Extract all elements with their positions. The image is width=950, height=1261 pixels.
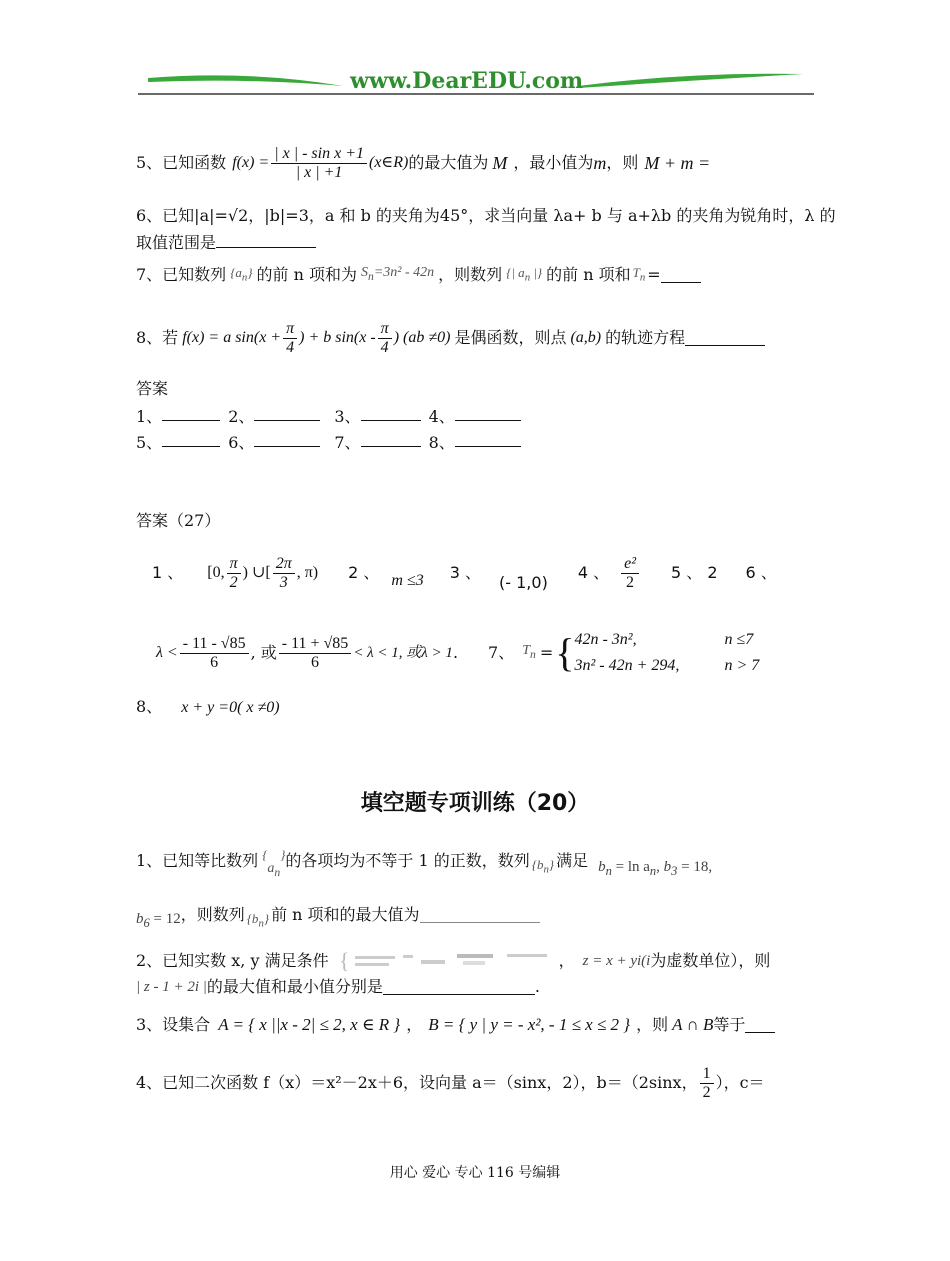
q6-line2-text: 取值范围是: [136, 233, 217, 252]
answer-item-2: 2、: [228, 407, 255, 426]
answer-item-3: 3、: [334, 407, 361, 426]
p4-half-num: 1: [700, 1065, 714, 1084]
a1-mid: ) ∪[: [242, 564, 271, 581]
p1-l1a: 1、已知等比数列: [136, 851, 259, 870]
q7-sn-sub: n: [368, 269, 374, 283]
answer-item-4: 4、: [428, 407, 455, 426]
a6-pre: λ <: [156, 644, 178, 661]
answer-item-8: 8、: [428, 433, 455, 452]
a7-range-1: n ≤7: [724, 631, 754, 648]
p2-l2b: 的最大值和最小值分别是: [206, 977, 383, 996]
q7-eq: =: [647, 265, 661, 284]
p1-l1b: {: [262, 847, 268, 862]
answer-sheet-row-2: [136, 432, 521, 454]
p2-answer-blank[interactable]: [383, 980, 535, 995]
q8-pi-1: π: [283, 320, 297, 339]
answer-item-1: 1、: [136, 407, 163, 426]
a6-dot: .: [452, 643, 459, 662]
p4-a: 4、已知二次函数 f（x）＝x²－2x＋6，设向量 a＝（sinx，2），b＝（2sinx，: [136, 1073, 698, 1092]
p1-bn: {b: [531, 856, 544, 872]
question-6-line2: [136, 232, 316, 254]
question-8: [136, 316, 765, 360]
q8-p1: 8、若: [136, 328, 179, 347]
p1-bn-sub: n: [543, 863, 549, 876]
q8-answer-blank[interactable]: [685, 331, 765, 346]
answer-item-6: 6、: [228, 433, 255, 452]
p1-l2d-sub: n: [258, 917, 264, 930]
a1-label: 1 、: [152, 563, 184, 582]
q7-answer-blank[interactable]: [661, 268, 701, 283]
q7-tn: T: [632, 264, 640, 280]
q5-M: M: [492, 153, 508, 173]
q8-expr-c: ) (ab ≠0): [393, 329, 451, 346]
a7-brace: {: [555, 630, 575, 675]
q8-p2: 是偶函数，则点: [454, 328, 567, 347]
q7-p2: 的前 n 项和为: [256, 265, 357, 284]
q8-expr-a: f(x) = a sin(x +: [182, 329, 282, 346]
answer-sheet-row-1: [136, 406, 521, 428]
a6-num-2: - 11 + √85: [279, 635, 352, 654]
answers27-label: 答案（27）: [136, 511, 221, 530]
p2-l1c: z = x + yi(i: [582, 953, 651, 969]
p1-l2d-close: }: [263, 910, 270, 926]
answer-blank-1[interactable]: [162, 406, 220, 421]
answer-blank-4[interactable]: [455, 406, 521, 421]
a1-right: , π): [296, 564, 319, 581]
a7-case-1: 42n - 3n²,: [574, 631, 637, 648]
answer-blank-7[interactable]: [361, 432, 421, 447]
a7-tn: T: [522, 643, 531, 659]
a7-label: 7、: [488, 643, 515, 662]
problem-3: [136, 1010, 775, 1040]
question-7: [136, 260, 701, 290]
a6-den-2: 6: [311, 653, 320, 671]
p1-l1c: }: [280, 847, 286, 862]
p3-answer-blank[interactable]: [745, 1018, 775, 1033]
problem-4: [136, 1060, 765, 1106]
answer-item-7: 7、: [334, 433, 361, 452]
q5-func: f(x) =: [232, 154, 270, 171]
p1-l1d: 的各项均为不等于 1 的正数，数列: [285, 851, 530, 870]
a2-label: 2 、: [348, 563, 380, 582]
q7-p1: 7、已知数列: [136, 265, 227, 284]
a8-label: 8、: [136, 697, 163, 716]
q5-prefix: 5、已知函数: [136, 153, 227, 172]
p1-l1f: b: [598, 859, 606, 875]
p4-b: ），c＝: [715, 1073, 765, 1092]
q5-mid: 的最大值为: [408, 153, 489, 172]
q5-mid2: ，最小值为: [513, 153, 594, 172]
answers27-row-3: [136, 696, 280, 719]
p3-a: 3、设集合: [136, 1015, 211, 1034]
q8-expr-b: ) + b sin(x -: [299, 329, 376, 346]
problem-1-line2: [136, 900, 540, 930]
a1-pi: π: [227, 555, 241, 574]
a8-value: x + y =0( x ≠0): [181, 699, 280, 716]
p1-l2b: = 12: [149, 911, 181, 927]
p3-b: ，: [406, 1015, 423, 1034]
page-footer: 用心 爱心 专心 116 号编辑: [389, 1165, 561, 1181]
p3-AB: A ∩ B: [672, 1015, 714, 1034]
a6-den-1: 6: [210, 653, 219, 671]
p1-answer-blank[interactable]: [420, 908, 540, 923]
a6-num-1: - 11 - √85: [180, 635, 249, 654]
p1-l2c: ，则数列: [180, 905, 245, 924]
p2-l2a: | z - 1 + 2i |: [136, 979, 207, 995]
q8-pi-2: π: [378, 320, 392, 339]
q8-point: (a,b): [570, 329, 602, 346]
p2-l1a: 2、已知实数 x, y 满足条件: [136, 951, 329, 970]
a1-three: 3: [279, 573, 288, 591]
p1-l1e: 满足: [556, 851, 589, 870]
q8-p3: 的轨迹方程: [605, 328, 686, 347]
q5-m: m: [593, 153, 607, 173]
p2-l1d: 为虚数单位），则: [650, 951, 771, 970]
q7-an-close: }: [247, 264, 253, 280]
a1-2pi: 2π: [273, 555, 295, 574]
answer-blank-2[interactable]: [254, 406, 320, 421]
p2-l1b: ，: [558, 951, 575, 970]
q7-p3: ，则数列: [438, 265, 503, 284]
p3-c: ，则: [636, 1015, 669, 1034]
q5-domain: (x∈R): [368, 154, 409, 171]
q8-four-1: 4: [286, 338, 295, 356]
a7-eq: =: [539, 643, 554, 662]
a5-label: 5 、 2: [671, 563, 718, 582]
p1-l2a: b: [136, 911, 144, 927]
answer-sheet-label: 答案: [136, 379, 169, 398]
a4-den: 2: [626, 573, 635, 591]
problem-1-line1: [136, 844, 712, 878]
answer-blank-6[interactable]: [254, 432, 320, 447]
a3-value: (- 1,0): [499, 573, 548, 592]
q5-mid3: ，则: [606, 153, 639, 172]
q7-p4: 的前 n 项和: [546, 265, 631, 284]
p1-l1h: , b: [656, 859, 672, 875]
header-logo: [138, 66, 814, 98]
p3-d: 等于: [713, 1015, 746, 1034]
a1-left: [0,: [207, 564, 225, 581]
q7-abs-sub: n: [524, 271, 531, 284]
a2-value: m ≤3: [391, 572, 424, 589]
a6-post: < λ < 1, 或λ > 1: [353, 645, 453, 661]
answers27-row-1: [152, 548, 777, 598]
a7-case-2: 3n² - 42n + 294,: [574, 657, 680, 674]
a4-label: 4 、: [577, 563, 610, 582]
svg-text:{: {: [338, 950, 350, 972]
p1-l2d: {b: [246, 910, 259, 926]
a7-range-2: n > 7: [724, 657, 760, 674]
p4-half-den: 2: [702, 1083, 711, 1101]
q7-abs-an: {| a: [506, 264, 525, 280]
q6-answer-blank[interactable]: [216, 233, 316, 248]
section-title: 填空题专项训练（20）: [360, 791, 590, 816]
q5-num: | x | - sin x +1: [271, 145, 367, 164]
a6-mid: , 或: [250, 643, 277, 662]
problem-2-line1: [136, 948, 770, 974]
question-5: [136, 140, 710, 186]
q5-den: | x | +1: [295, 163, 343, 181]
a3-label: 3 、: [449, 563, 482, 582]
answer-blank-5[interactable]: [162, 432, 220, 447]
a6-label: 6 、: [745, 563, 777, 582]
q7-an: {a: [230, 264, 242, 280]
a7-tn-sub: n: [530, 647, 536, 661]
p2-l2c: .: [534, 977, 540, 996]
answer-blank-8[interactable]: [455, 432, 521, 447]
p1-bn-close: }: [548, 856, 555, 872]
set-A: A = { x ||x - 2| ≤ 2, x ∈ R }: [218, 1015, 401, 1034]
answer-blank-3[interactable]: [361, 406, 421, 421]
a1-two: 2: [229, 573, 238, 591]
a4-num: e²: [621, 555, 639, 574]
p1-l2e: 前 n 项和的最大值为: [271, 905, 420, 924]
q7-an-sub: n: [241, 271, 248, 284]
answers27-row-2: [156, 628, 759, 678]
p1-an: a: [267, 861, 275, 877]
problem-2-line2: [136, 976, 540, 998]
q7-tn-sub: n: [639, 271, 646, 284]
p1-l1g-sub: n: [649, 864, 657, 878]
q5-sum: M + m =: [644, 153, 711, 173]
q7-sn-expr: =3n² - 42n: [373, 265, 435, 281]
q7-abs-close: |}: [530, 264, 543, 280]
question-6-line1: 6、已知|a|=√2，|b|=3，a 和 b 的夹角为45°，求当向量 λa+ b 与 a+λb 的夹角为锐角时，λ 的: [136, 206, 836, 225]
p1-an-sub: n: [274, 865, 281, 879]
p1-l1f-sub: n: [605, 864, 612, 878]
answer-item-5: 5、: [136, 433, 163, 452]
p1-l2a-sub: 6: [143, 916, 150, 930]
q7-sn: S: [361, 265, 368, 281]
logo-text: www.DearEDU.com: [350, 68, 584, 94]
p1-l1g: = ln a: [611, 859, 650, 875]
q8-four-2: 4: [380, 338, 389, 356]
set-B: B = { y | y = - x², - 1 ≤ x ≤ 2 }: [428, 1015, 631, 1034]
p1-l1i: = 18,: [677, 859, 713, 875]
p1-l1h-sub: 3: [671, 864, 678, 878]
constraint-system-icon: [337, 950, 559, 972]
